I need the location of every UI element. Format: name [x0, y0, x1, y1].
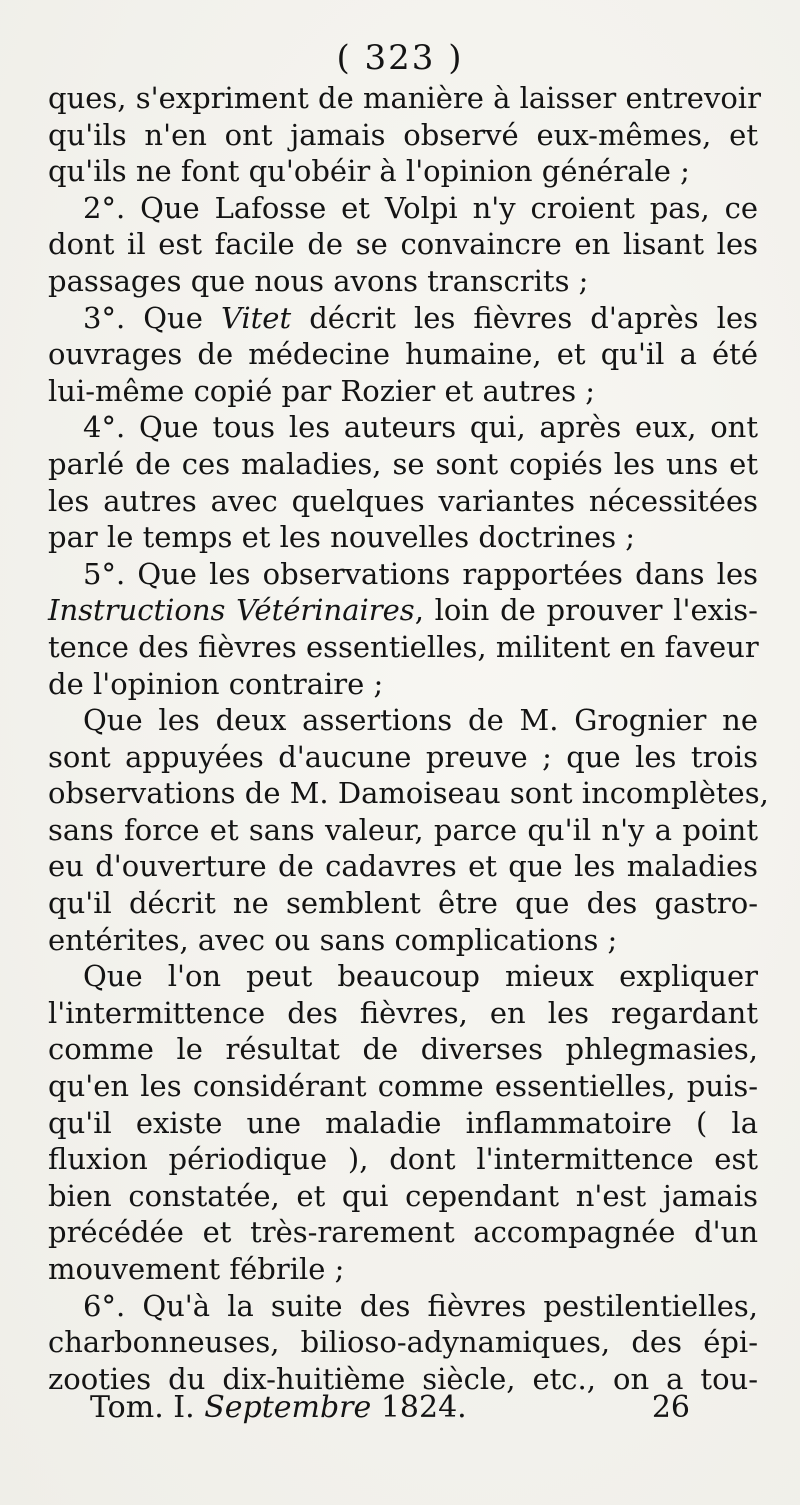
text-line: dont il est facile de se convaincre en lisant les — [48, 227, 758, 262]
author-name-italic: Vitet — [220, 300, 292, 335]
text-line: 2°. Que Lafosse et Volpi n'y croient pas, ce — [83, 190, 758, 225]
text-line: entérites, avec ou sans complications ; — [48, 922, 618, 957]
text-line: par le temps et les nouvelles doctrines ; — [48, 520, 636, 555]
text-line: qu'il décrit ne semblent être que des gastro- — [48, 886, 758, 921]
text-line: 4°. Que tous les auteurs qui, après eux, ont — [83, 410, 758, 445]
text-line: l'intermittence des fièvres, en les regardant — [48, 995, 758, 1030]
text-line: qu'ils ne font qu'obéir à l'opinion générale ; — [48, 154, 690, 189]
text-line: eu d'ouverture de cadavres et que les maladies — [48, 849, 758, 884]
text-line: sans force et sans valeur, parce qu'il n'y a point — [48, 812, 758, 847]
text-line: passages que nous avons transcrits ; — [48, 263, 589, 298]
text-fragment: 3°. Que — [83, 300, 203, 335]
text-line: comme le résultat de diverses phlegmasies, — [48, 1032, 758, 1067]
text-line: fluxion périodique ), dont l'intermittence est — [48, 1142, 758, 1177]
body-text — [48, 80, 769, 1397]
text-line: parlé de ces maladies, se sont copiés les uns et — [48, 446, 758, 481]
text-fragment: , loin de prouver l'exis- — [414, 593, 758, 628]
text-line: ques, s'expriment de manière à laisser entrevoir — [48, 81, 761, 115]
text-line: les autres avec quelques variantes nécessitées — [48, 483, 758, 518]
page-number: ( 323 ) — [336, 38, 464, 78]
text-line: tence des fièvres essentielles, militent en faveur — [48, 629, 759, 664]
text-line: 5°. Que les observations rapportées dans les — [83, 556, 758, 591]
text-line: bien constatée, et qui cependant n'est jamais — [48, 1178, 758, 1213]
text-line: sont appuyées d'aucune preuve ; que les trois — [48, 739, 758, 774]
text-line: zooties du dix-huitième siècle, etc., on a tou- — [48, 1361, 758, 1396]
text-line: Que l'on peut beaucoup mieux expliquer — [83, 959, 758, 994]
text-line: lui-même copié par Rozier et autres ; — [48, 373, 596, 408]
year-label: 1824. — [380, 1390, 467, 1425]
text-line: qu'en les considérant comme essentielles, puis- — [48, 1069, 758, 1104]
text-line: qu'ils n'en ont jamais observé eux-mêmes, et — [48, 117, 758, 152]
text-line: précédée et très-rarement accompagnée d'un — [48, 1215, 758, 1250]
text-line — [48, 300, 758, 337]
text-line — [48, 592, 758, 629]
page-footer — [90, 1386, 690, 1430]
book-title-italic: Instructions Vétérinaires — [48, 593, 415, 628]
volume-label: Tom. I. — [90, 1390, 195, 1425]
text-line: observations de M. Damoiseau sont incomplètes, — [48, 776, 769, 811]
month-italic: Septembre — [204, 1390, 372, 1425]
text-fragment: décrit les fièvres d'après les — [309, 300, 758, 335]
text-line: charbonneuses, bilioso-adynamiques, des épi- — [48, 1325, 758, 1360]
signature-mark: 26 — [651, 1390, 690, 1425]
text-line: mouvement fébrile ; — [48, 1252, 345, 1286]
text-line: Que les deux assertions de M. Grognier ne — [83, 703, 758, 738]
text-line: qu'il existe une maladie inflammatoire ( la — [48, 1105, 758, 1140]
text-line: de l'opinion contraire ; — [48, 666, 384, 701]
text-line: 6°. Qu'à la suite des fièvres pestilentielles, — [83, 1288, 758, 1323]
volume-date — [90, 1386, 467, 1430]
text-line: ouvrages de médecine humaine, et qu'il a été — [48, 337, 758, 372]
